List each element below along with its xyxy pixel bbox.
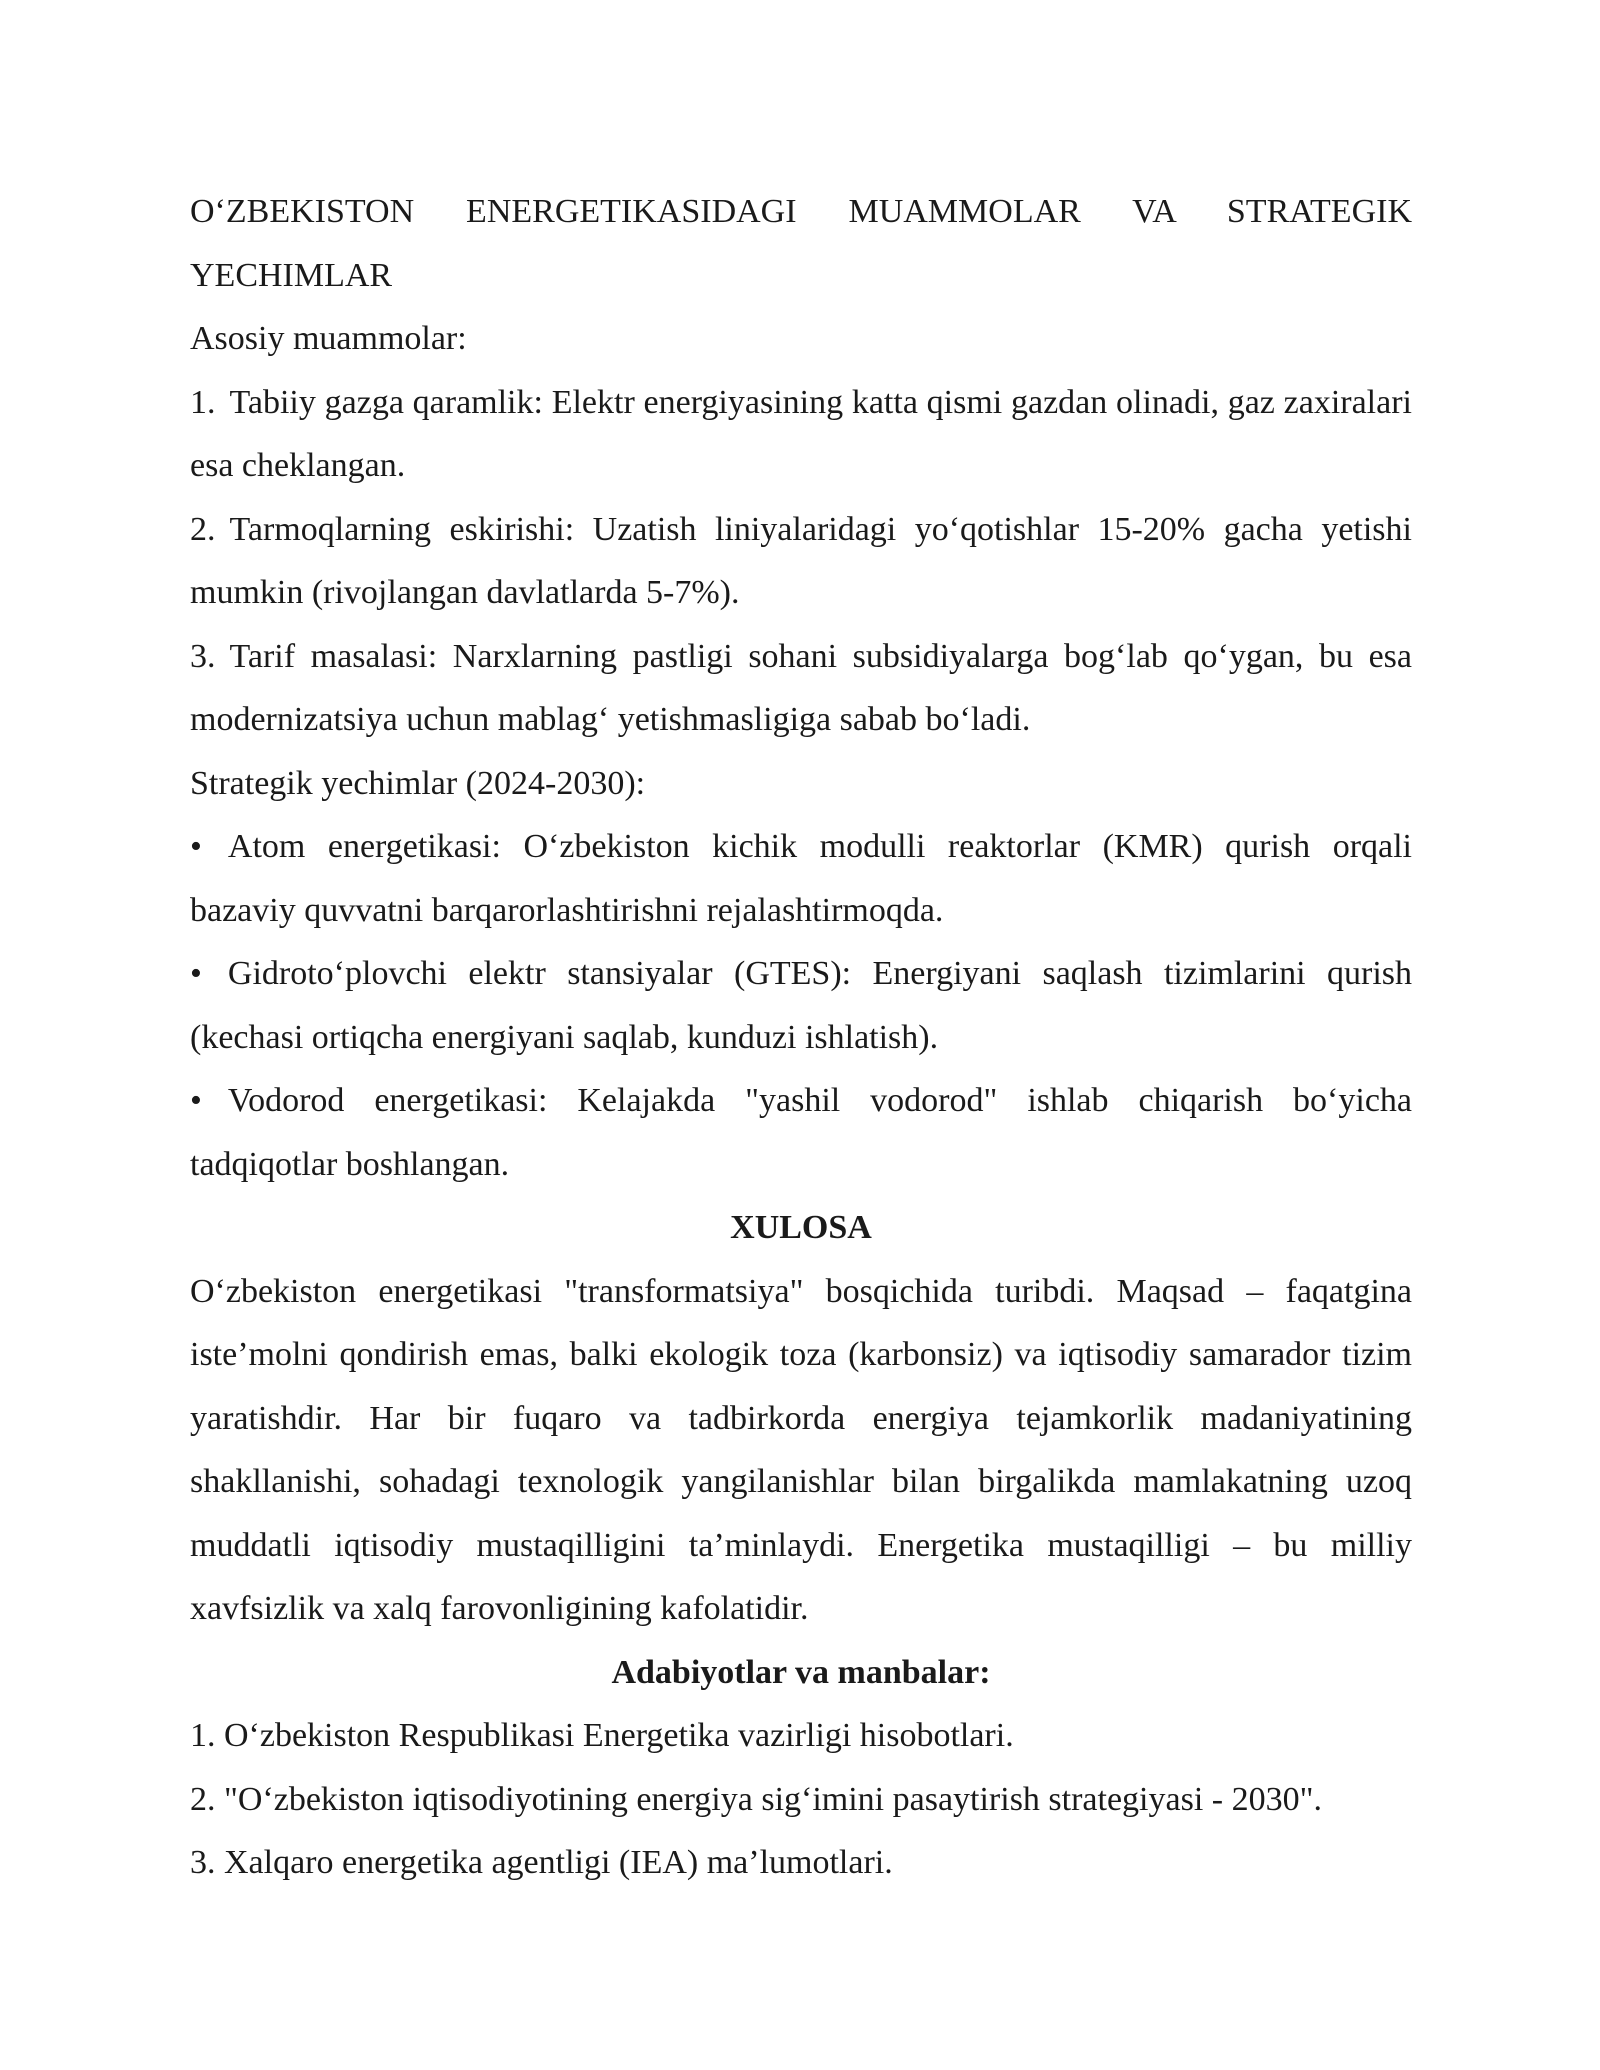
conclusion-text: O‘zbekiston energetikasi "transformatsiya" bosqichida turibdi. Maqsad – faqatgina iste’molni qondirish emas, balki ekologik toza (karbonsiz) va iqtisodiy samarador tizim yaratishdir. Har bir fuqaro va tadbirkorda energiya tejamkorlik madaniyatining shakllanishi, sohadagi texnologik yangilanishlar bilan birgalikda mamlakatning uzoq muddatli iqtisodiy mustaqilligini ta’minlaydi. Energetika mustaqilligi – bu milliy xavfsizlik va xalq farovonligining kafolatidir. [190, 1272, 1412, 1627]
problem-text: Tarmoqlarning eskirishi: Uzatish liniyalaridagi yo‘qotishlar 15-20% gacha yetishi mumkin (rivojlangan davlatlarda 5-7%). [190, 510, 1412, 611]
bullet-icon: • [190, 955, 202, 992]
bullet-icon: • [190, 828, 202, 865]
document-page [190, 180, 1412, 1895]
solutions-heading: Strategik yechimlar (2024-2030): [190, 764, 646, 802]
reference-item-2: 2. "O‘zbekiston iqtisodiyotining energiya sig‘imini pasaytirish strategiyasi - 2030". [190, 1780, 1322, 1818]
problem-number: 2. [190, 510, 216, 548]
reference-item-1: 1. O‘zbekiston Respublikasi Energetika vazirligi hisobotlari. [190, 1717, 1014, 1754]
problem-number: 3. [190, 637, 216, 675]
bullet-icon: • [190, 1082, 202, 1119]
problems-heading: Asosiy muammolar: [190, 320, 467, 357]
solution-text: Vodorod energetikasi: Kelajakda "yashil vodorod" ishlab chiqarish bo‘yicha tadqiqotlar boshlangan. [190, 1082, 1412, 1183]
document-title: O‘ZBEKISTON ENERGETIKASIDAGI MUAMMOLAR VA STRATEGIK YECHIMLAR [190, 193, 1412, 294]
solution-item-1 [190, 815, 1412, 942]
problem-item-2 [190, 498, 1412, 625]
problem-text: Tabiiy gazga qaramlik: Elektr energiyasining katta qismi gazdan olinadi, gaz zaxiralari esa cheklangan. [190, 383, 1412, 484]
solution-text: Atom energetikasi: O‘zbekiston kichik modulli reaktorlar (KMR) qurish orqali bazaviy quvvatni barqarorlashtirishni rejalashtirmoqda. [190, 828, 1412, 929]
conclusion-heading: XULOSA [730, 1209, 872, 1246]
problem-text: Tarif masalasi: Narxlarning pastligi sohani subsidiyalarga bog‘lab qo‘ygan, bu esa modernizatsiya uchun mablag‘ yetishmasligiga sabab bo‘ladi. [190, 637, 1412, 738]
problem-item-3 [190, 625, 1412, 752]
reference-item-3: 3. Xalqaro energetika agentligi (IEA) ma’lumotlari. [190, 1844, 893, 1881]
solution-text: Gidroto‘plovchi elektr stansiyalar (GTES): Energiyani saqlash tizimlarini qurish (kechasi ortiqcha energiyani saqlab, kunduzi ishlatish). [190, 955, 1412, 1056]
problem-number: 1. [190, 383, 216, 421]
solution-item-3 [190, 1069, 1412, 1196]
solution-item-2 [190, 942, 1412, 1069]
references-heading: Adabiyotlar va manbalar: [611, 1653, 991, 1691]
problem-item-1 [190, 371, 1412, 498]
